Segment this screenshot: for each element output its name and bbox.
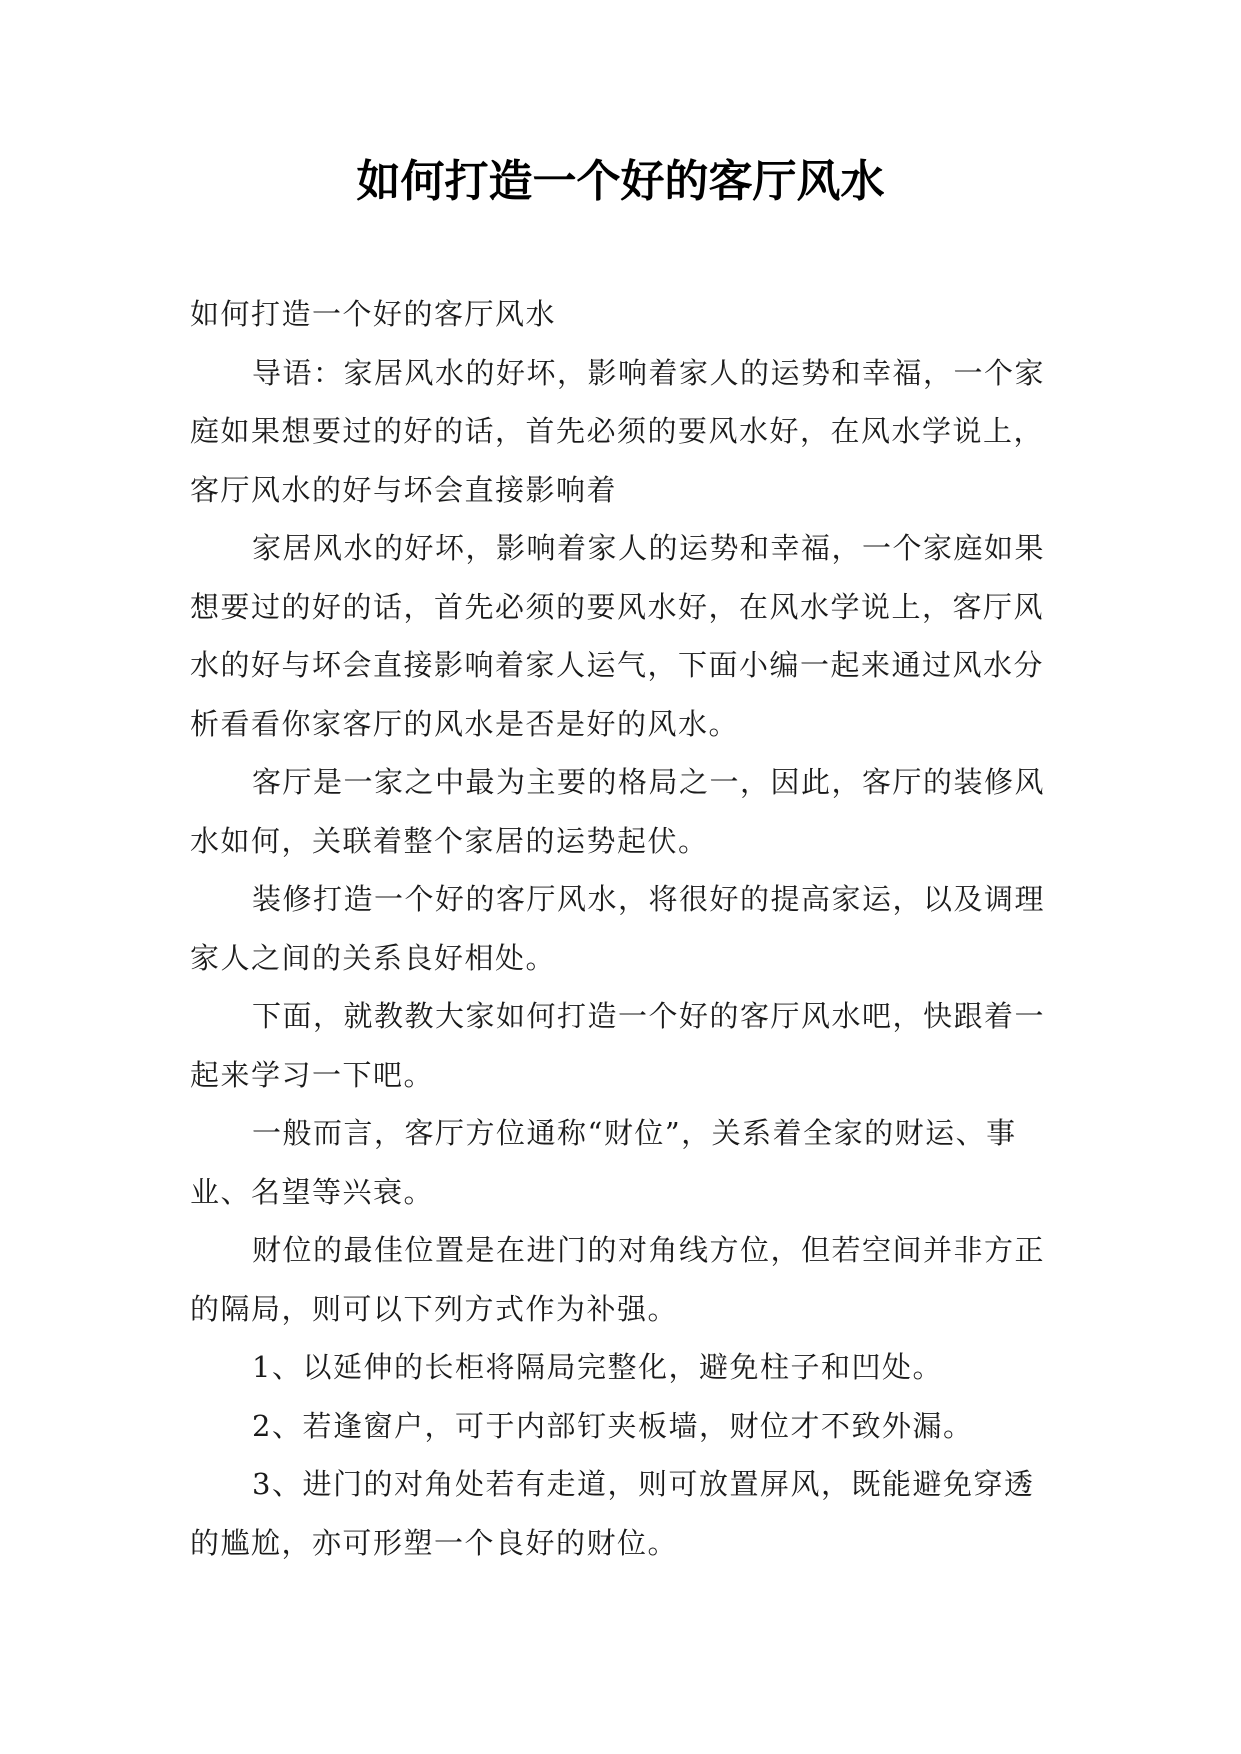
- paragraph-subtitle: 如何打造一个好的客厅风水: [190, 297, 557, 331]
- paragraph-intro: 导语：家居风水的好坏，影响着家人的运势和幸福，一个家庭如果想要过的好的话，首先必须的要风水好，在风水学说上，客厅风水的好与坏会直接影响着: [190, 355, 1046, 507]
- paragraph: 财位的最佳位置是在进门的对角线方位，但若空间并非方正的隔局，则可以下列方式作为补强。: [190, 1233, 1046, 1326]
- paragraph: 下面，就教教大家如何打造一个好的客厅风水吧，快跟着一起来学习一下吧。: [190, 999, 1046, 1092]
- document-title: 如何打造一个好的客厅风水: [356, 156, 885, 207]
- paragraph: 家居风水的好坏，影响着家人的运势和幸福，一个家庭如果想要过的好的话，首先必须的要风水好，在风水学说上，客厅风水的好与坏会直接影响着家人运气，下面小编一起来通过风水分析看看你家客厅的风水是否是好的风水。: [190, 531, 1046, 741]
- list-item: 3、进门的对角处若有走道，则可放置屏风，既能避免穿透的尴尬，亦可形塑一个良好的财位。: [190, 1467, 1035, 1560]
- list-item: 2、若逢窗户，可于内部钉夹板墙，财位才不致外漏。: [252, 1408, 974, 1443]
- document-body: [190, 285, 1050, 1572]
- paragraph: 装修打造一个好的客厅风水，将很好的提高家运，以及调理家人之间的关系良好相处。: [190, 882, 1046, 975]
- paragraph: 客厅是一家之中最为主要的格局之一，因此，客厅的装修风水如何，关联着整个家居的运势起伏。: [190, 765, 1046, 858]
- paragraph: 一般而言，客厅方位通称“财位”，关系着全家的财运、事业、名望等兴衰。: [190, 1116, 1017, 1209]
- list-item: 1、以延伸的长柜将隔局完整化，避免柱子和凹处。: [252, 1350, 943, 1384]
